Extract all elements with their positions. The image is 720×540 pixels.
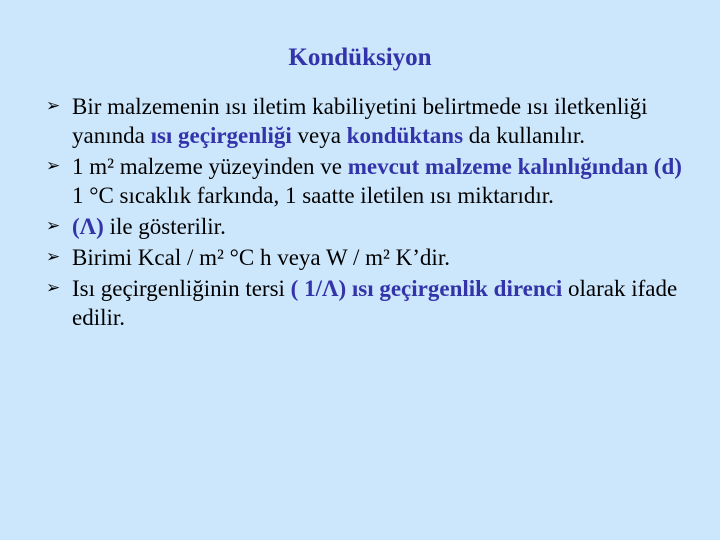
bullet-text: veya	[291, 123, 347, 148]
bullet-item-definition	[46, 152, 686, 210]
bullet-text: ile gösterilir.	[103, 214, 226, 239]
bullet-list	[46, 92, 686, 334]
bullet-text: da kullanılır.	[463, 123, 586, 148]
bullet-text: 1 °C sıcaklık farkında, 1 saatte iletilen ısı miktarıdır.	[72, 183, 554, 208]
arrow-bullet-icon: ➢	[46, 216, 61, 236]
arrow-bullet-icon: ➢	[46, 156, 61, 176]
bullet-text: Birimi Kcal / m² °C h veya W / m² K’dir.	[72, 245, 450, 270]
bullet-item-resistance	[46, 274, 686, 332]
arrow-bullet-icon: ➢	[46, 278, 61, 298]
slide-title	[0, 44, 720, 72]
highlight-term: mevcut malzeme kalınlığından (d)	[347, 154, 682, 179]
bullet-item-symbol	[46, 212, 686, 241]
arrow-bullet-icon: ➢	[46, 96, 61, 116]
highlight-term: ısı geçirgenliği	[150, 123, 292, 148]
arrow-bullet-icon: ➢	[46, 247, 61, 267]
highlight-term: (Λ)	[72, 214, 104, 239]
bullet-item-conductance-usage	[46, 92, 686, 150]
bullet-text: Bir malzemenin ısı iletim kabiliyetini belirtmede ısı iletkenliği yanında	[72, 94, 648, 148]
bullet-text: olarak ifade edilir.	[72, 276, 678, 330]
highlight-term: ( 1/Λ) ısı geçirgenlik direnci	[290, 276, 563, 301]
highlight-term: kondüktans	[346, 123, 464, 148]
slide-title-text: Kondüksiyon	[288, 44, 432, 71]
bullet-text: 1 m² malzeme yüzeyinden ve	[72, 154, 348, 179]
bullet-text: Isı geçirgenliğinin tersi	[72, 276, 291, 301]
bullet-item-unit	[46, 243, 686, 272]
